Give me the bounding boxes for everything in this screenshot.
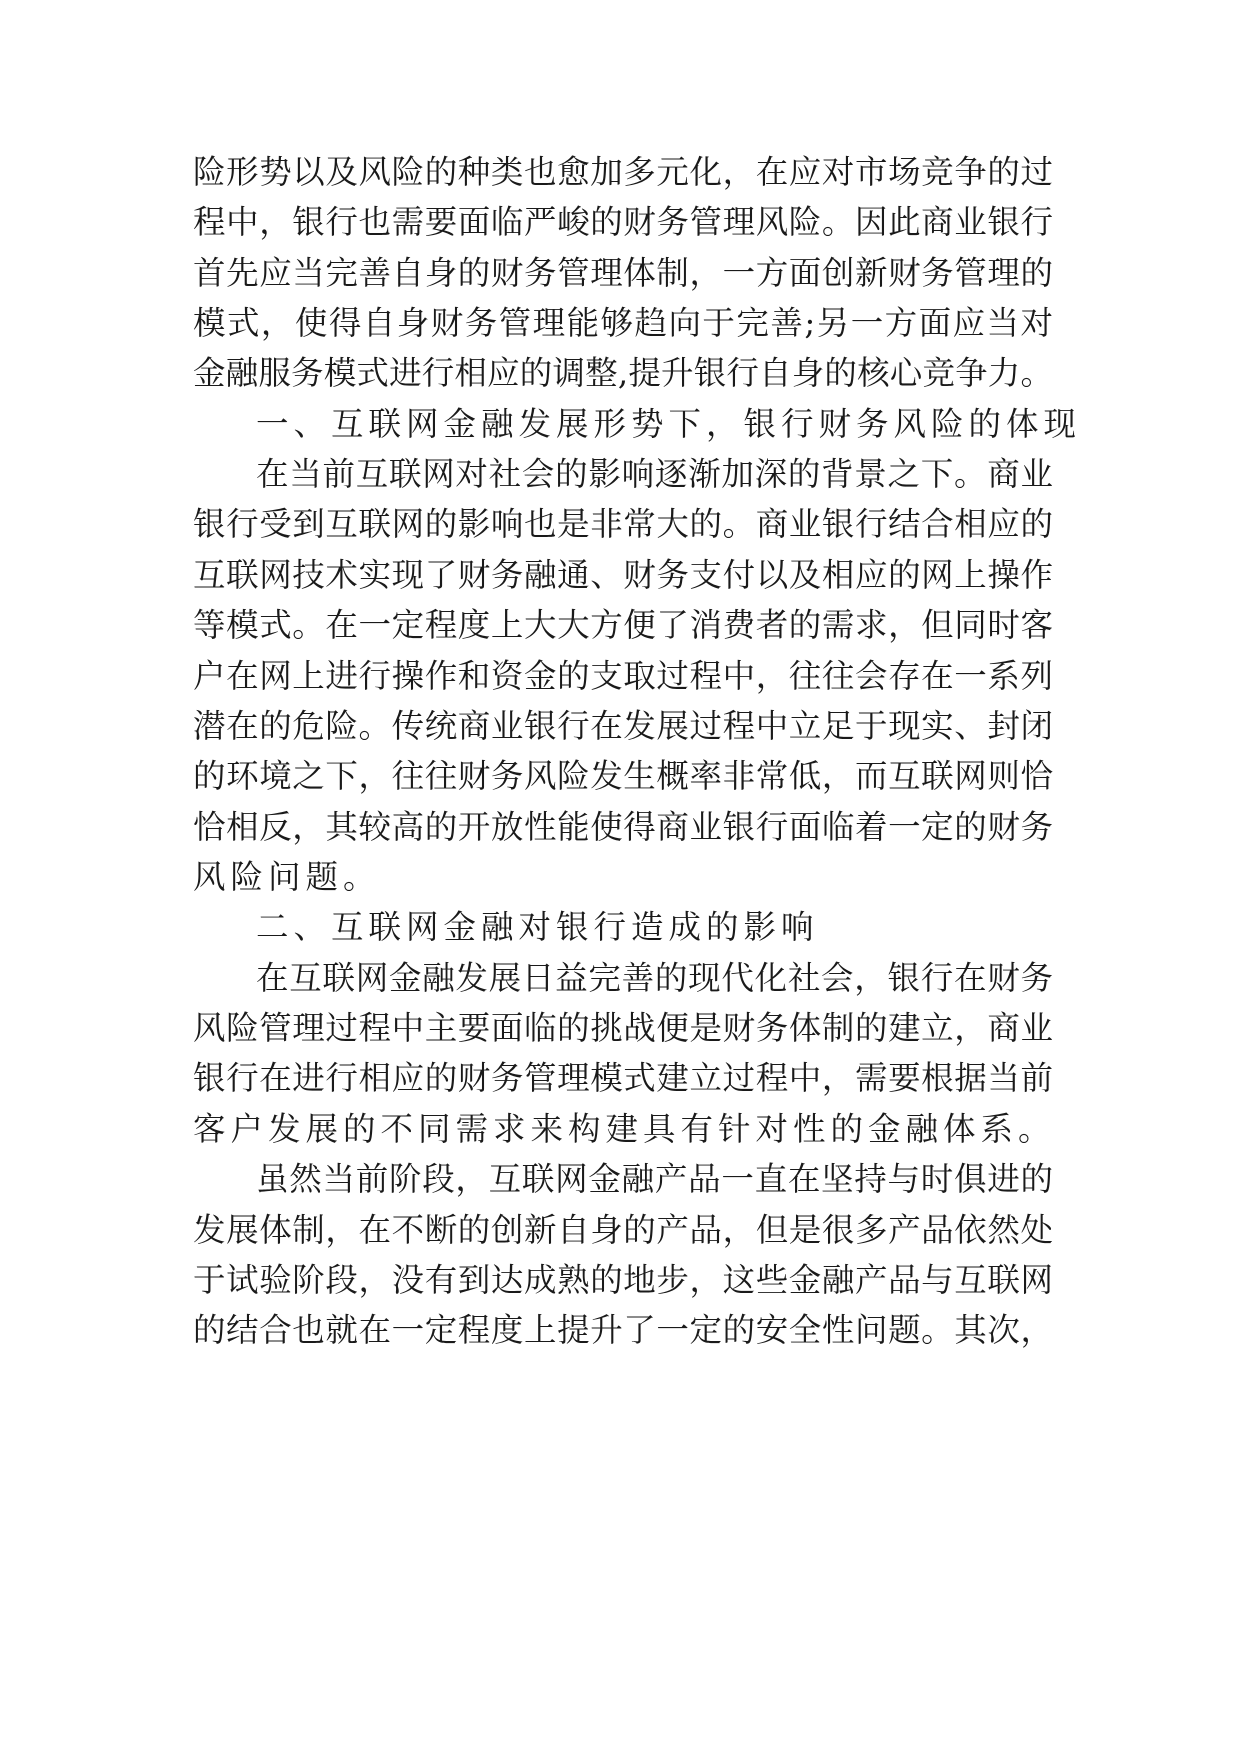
body-line: 在互联网金融发展日益完善的现代化社会，银行在财务 (256, 959, 1053, 997)
body-line: 在当前互联网对社会的影响逐渐加深的背景之下。商业 (256, 455, 1053, 493)
body-line: 恰相反，其较高的开放性能使得商业银行面临着一定的财务 (193, 808, 1053, 846)
body-line: 金融服务模式进行相应的调整,提升银行自身的核心竞争力。 (193, 354, 1053, 392)
section-heading: 一、互联网金融发展形势下，银行财务风险的体现 (256, 405, 1082, 443)
body-line: 客户发展的不同需求来构建具有针对性的金融体系。 (193, 1110, 1056, 1148)
body-line: 互联网技术实现了财务融通、财务支付以及相应的网上操作 (193, 556, 1053, 594)
body-line: 银行在进行相应的财务管理模式建立过程中，需要根据当前 (193, 1059, 1053, 1097)
body-line: 银行受到互联网的影响也是非常大的。商业银行结合相应的 (193, 505, 1053, 543)
body-line: 户在网上进行操作和资金的支取过程中，往往会存在一系列 (193, 657, 1053, 695)
body-line: 的结合也就在一定程度上提升了一定的安全性问题。其次， (193, 1311, 1053, 1349)
body-line: 于试验阶段，没有到达成熟的地步，这些金融产品与互联网 (193, 1261, 1053, 1299)
body-line: 首先应当完善自身的财务管理体制，一方面创新财务管理的 (193, 254, 1053, 292)
body-line: 险形势以及风险的种类也愈加多元化，在应对市场竞争的过 (193, 153, 1053, 191)
body-line: 程中，银行也需要面临严峻的财务管理风险。因此商业银行 (193, 203, 1053, 241)
body-line: 的环境之下，往往财务风险发生概率非常低，而互联网则恰 (193, 757, 1053, 795)
body-line: 潜在的危险。传统商业银行在发展过程中立足于现实、封闭 (193, 707, 1053, 745)
section-heading: 二、互联网金融对银行造成的影响 (256, 908, 819, 946)
body-line: 风险问题。 (193, 858, 381, 896)
body-line: 等模式。在一定程度上大大方便了消费者的需求，但同时客 (193, 606, 1053, 644)
body-line: 虽然当前阶段，互联网金融产品一直在坚持与时俱进的 (256, 1160, 1053, 1198)
body-line: 模式，使得自身财务管理能够趋向于完善;另一方面应当对 (193, 304, 1053, 342)
body-line: 发展体制，在不断的创新自身的产品，但是很多产品依然处 (193, 1211, 1053, 1249)
body-line: 风险管理过程中主要面临的挑战便是财务体制的建立，商业 (193, 1009, 1053, 1047)
